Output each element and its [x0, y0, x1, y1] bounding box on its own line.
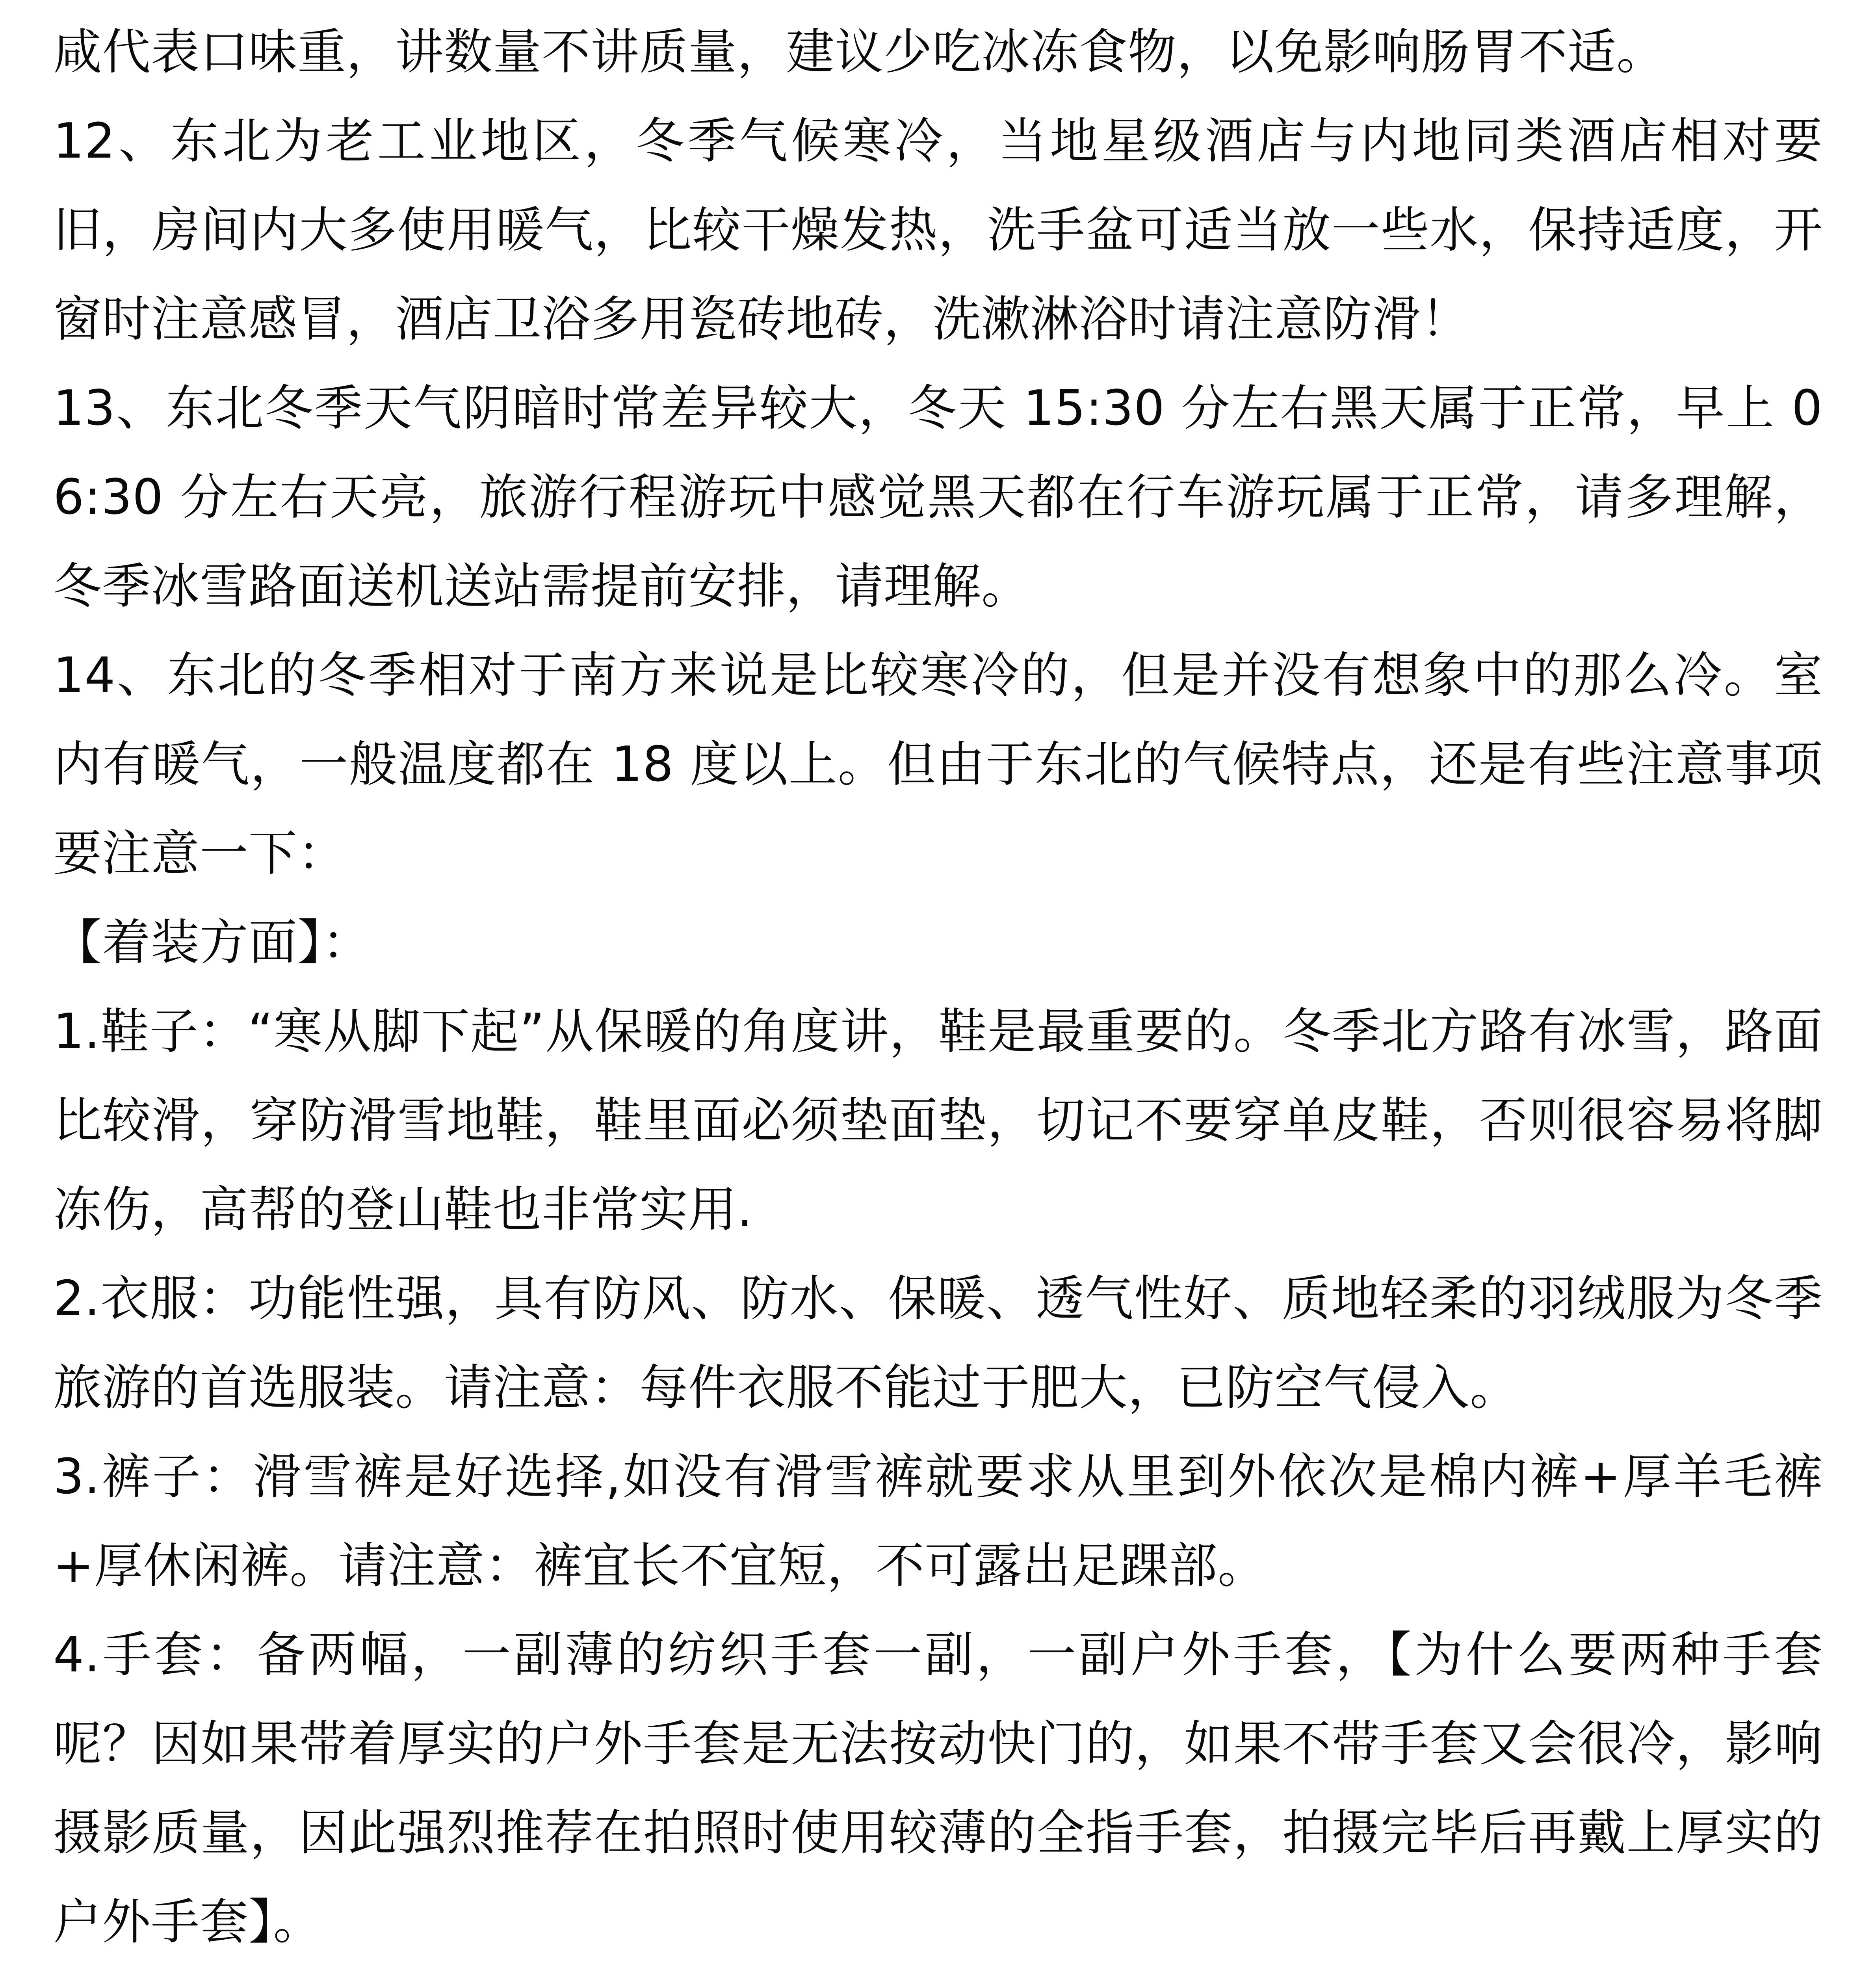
paragraph-gloves: 4.手套：备两幅，一副薄的纺织手套一副，一副户外手套，【为什么要两种手套呢？因如果带着厚实的户外手套是无法按动快门的，如果不带手套又会很冷，影响摄影质量，因此强烈推荐在拍照时使用较薄的全指手套，拍摄完毕后再戴上厚实的户外手套】。: [53, 1627, 1823, 1950]
paragraph-tip-12-hotel: 12、东北为老工业地区，冬季气候寒冷，当地星级酒店与内地同类酒店相对要旧，房间内大多使用暖气，比较干燥发热，洗手盆可适当放一些水，保持适度，开窗时注意感冒，酒店卫浴多用瓷砖地砖，洗漱淋浴时请注意防滑！: [53, 113, 1823, 348]
paragraph-pants: 3.裤子：滑雪裤是好选择,如没有滑雪裤就要求从里到外依次是棉内裤+厚羊毛裤+厚休闲裤。请注意：裤宜长不宜短，不可露出足踝部。: [53, 1449, 1823, 1594]
section-heading-clothing: 【着装方面】：: [53, 914, 371, 971]
paragraph-clothes: 2.衣服：功能性强，具有防风、防水、保暖、透气性好、质地轻柔的羽绒服为冬季旅游的首选服装。请注意：每件衣服不能过于肥大，已防空气侵入。: [53, 1271, 1823, 1416]
paragraph-food-note: 咸代表口味重，讲数量不讲质量，建议少吃冰冻食物，以免影响肠胃不适。: [53, 24, 1665, 80]
paragraph-shoes: 1.鞋子：“寒从脚下起”从保暖的角度讲，鞋是最重要的。冬季北方路有冰雪，路面比较滑，穿防滑雪地鞋，鞋里面必须垫面垫，切记不要穿单皮鞋，否则很容易将脚冻伤，高帮的登山鞋也非常实用.: [53, 1004, 1823, 1238]
paragraph-tip-13-daylight: 13、东北冬季天气阴暗时常差异较大，冬天 15:30 分左右黑天属于正常，早上 06:30 分左右天亮，旅游行程游玩中感觉黑天都在行车游玩属于正常，请多理解，冬季冰雪路面送机送站需提前安排，请理解。: [53, 380, 1823, 615]
paragraph-hat: [53, 1967, 1823, 1970]
paragraph-tip-14-climate: 14、东北的冬季相对于南方来说是比较寒冷的，但是并没有想象中的那么冷。室内有暖气，一般温度都在 18 度以上。但由于东北的气候特点，还是有些注意事项要注意一下：: [53, 647, 1823, 882]
